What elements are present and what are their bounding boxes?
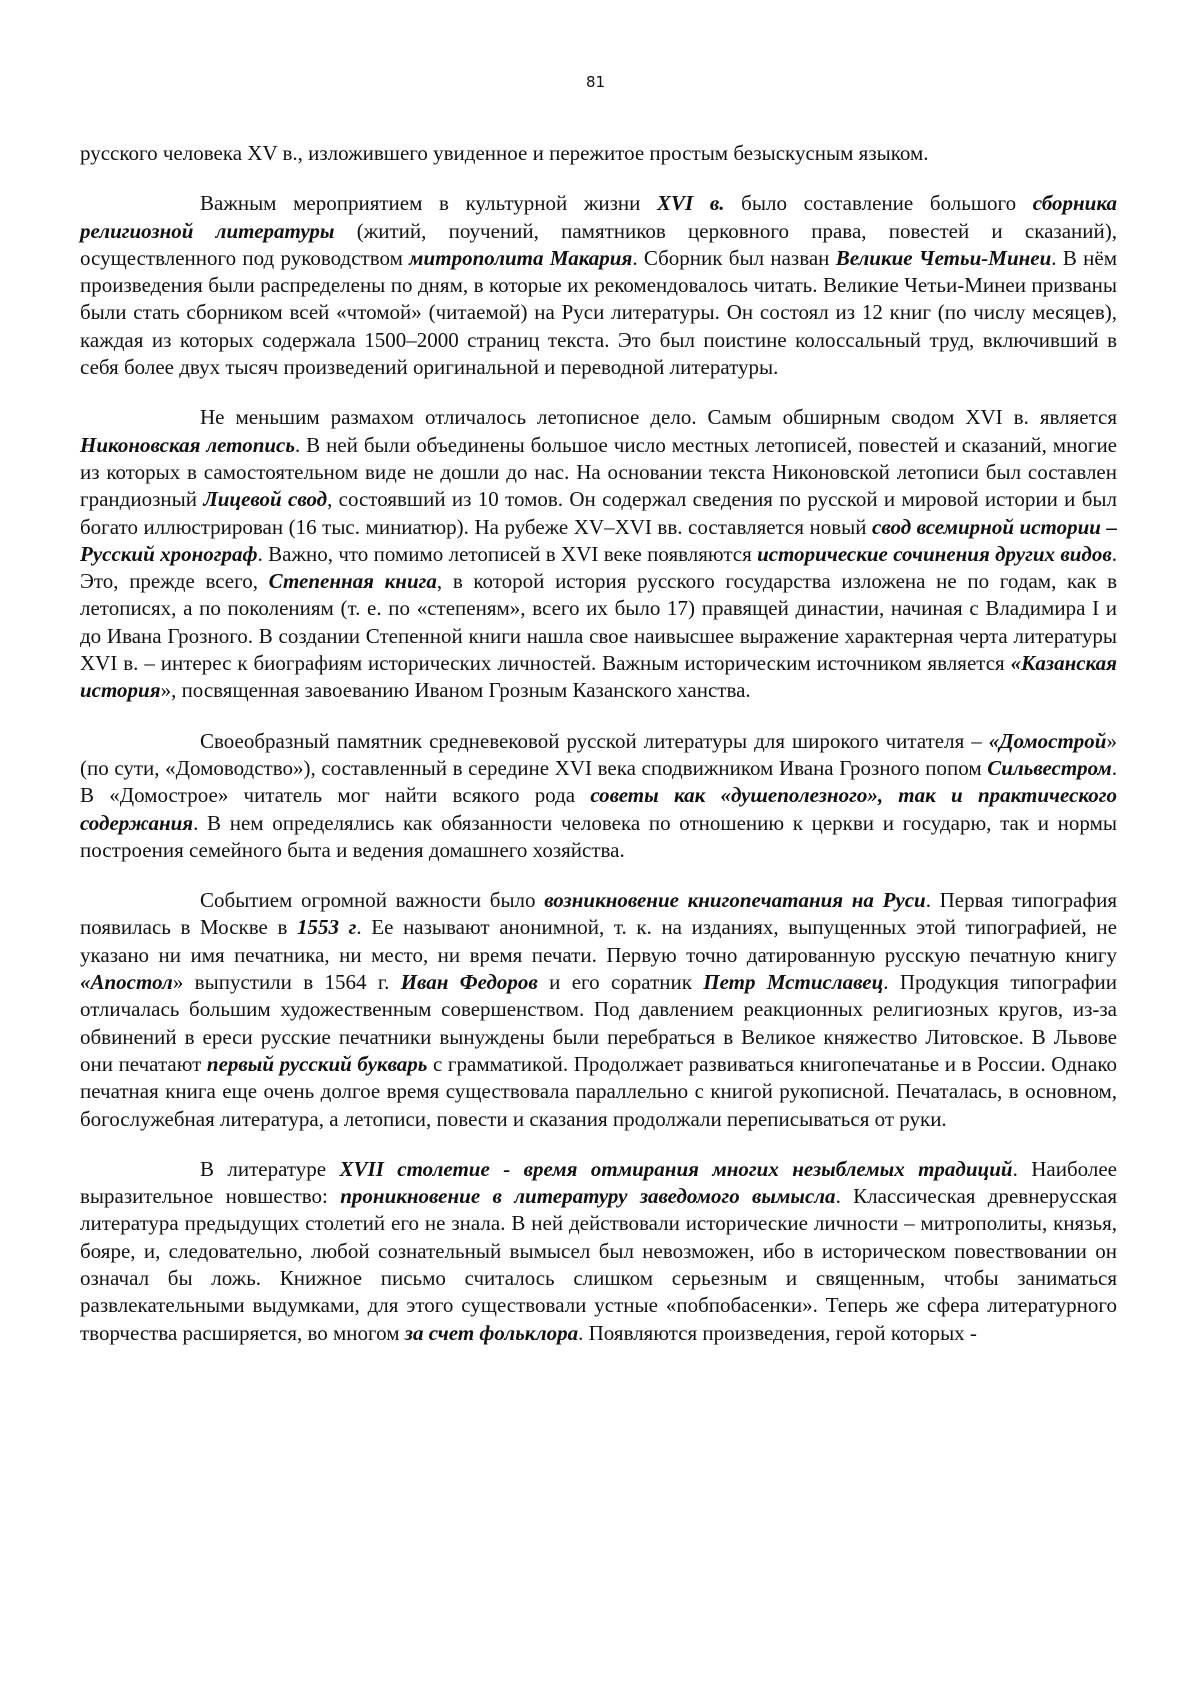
text-run: . Важно, что помимо летописей в XVI веке появляются <box>257 541 758 566</box>
emphasized-text: свод всемирной истории – Русский хронограф <box>80 514 1117 566</box>
emphasized-text: исторические сочинения других видов <box>757 541 1112 566</box>
paragraph <box>80 140 1117 167</box>
emphasized-text: XVII столетие - время отмирания многих незыблемых традиций <box>339 1156 1013 1181</box>
text-run: » выпустили в 1564 г. <box>172 970 401 995</box>
paragraph <box>80 1156 1117 1347</box>
text-run: Не меньшим размахом отличалось летописное дело. Самым обширным сводом XVI в. является <box>200 405 1117 430</box>
emphasized-text: советы как «душеполезного», так и практического содержания <box>80 783 1117 835</box>
text-run: . Сборник был назван <box>632 245 836 270</box>
emphasized-text: Иван Федоров <box>400 970 538 995</box>
emphasized-text: за счет фольклора <box>404 1320 579 1345</box>
page-number: 81 <box>585 73 606 91</box>
paragraph <box>80 728 1117 864</box>
text-run: » (по сути, «Домоводство»), составленный в середине XVI века сподвижником Ивана Грозного попом <box>80 728 1117 780</box>
text-run: Важным мероприятием в культурной жизни <box>200 191 658 216</box>
text-run: и его соратник <box>537 970 704 995</box>
text-run: . Ее называют анонимной, т. к. на изданиях, выпущенных этой типографией, не указано ни имя печатника, ни место, ни время печати. Первую точно датированную русскую печатную книгу <box>80 915 1117 967</box>
emphasized-text: «Домострой <box>988 728 1107 753</box>
text-run: Своеобразный памятник средневековой русской литературы для широкого читателя – <box>200 728 989 753</box>
emphasized-text: проникновение в литературу заведомого вымысла <box>340 1184 836 1209</box>
text-run: », посвященная завоеванию Иваном Грозным Казанского ханства. <box>160 678 751 703</box>
emphasized-text: «Казанская история <box>80 651 1117 703</box>
text-run: . В нем определялись как обязанности человека по отношению к церкви и государю, так и нормы построения семейного быта и ведения домашнего хозяйства. <box>80 810 1117 862</box>
emphasized-text: Лицевой свод <box>203 487 328 512</box>
text-run: , в которой история русского государства изложена не по годам, как в летописях, а по поколениям (т. е. по «степеням», всего их было 17) правящей династии, начиная с Владимира I и до Ивана Грозного. В создании Степенной книги нашла свое наивысшее выражение характерная черта литературы XVI в. – интерес к биографиям исторических личностей. Важным историческим источником является <box>80 569 1117 676</box>
text-run: . Классическая древнерусская литература предыдущих столетий его не знала. В ней действовали исторические личности – митрополиты, князья, бояре, и, следовательно, любой сознательный вымысел был невозможен, ибо в историческом повествовании он означал бы ложь. Книжное письмо считалось слишком серьезным и священным, чтобы заниматься развлекательными выдумками, для этого существовали устные «побпобасенки». Теперь же сфера литературного творчества расширяется, во многом <box>80 1184 1117 1345</box>
emphasized-text: Никоновская летопись <box>80 432 295 457</box>
body-text <box>80 140 1117 1370</box>
emphasized-text: «Апостол <box>80 970 173 995</box>
text-run: (житий, поучений, памятников церковного права, повестей и сказаний), осуществленного под руководством <box>80 218 1118 270</box>
text-run: , состоявший из 10 томов. Он содержал сведения по русской и мировой истории и был богато иллюстрирован (16 тыс. миниатюр). На рубеже XV–XVI вв. составляется новый <box>80 487 1117 539</box>
text-run: . Появляются произведения, герой которых - <box>578 1320 977 1345</box>
text-run: было составление большого <box>724 191 1033 216</box>
paragraph <box>80 887 1117 1133</box>
text-run: Событием огромной важности было <box>200 888 545 913</box>
emphasized-text: Петр Мстиславец <box>703 970 884 995</box>
text-run: . В нём произведения были распределены по дням, в которые их рекомендовалось читать. Великие Четьи-Минеи призваны были стать сборником всей «чтомой» (читаемой) на Руси литературы. Он состоял из 12 книг (по числу месяцев), каждая из которых содержала 1500–2000 страниц текста. Это был поистине колоссальный труд, включивший в себя более двух тысяч произведений оригинальной и переводной литературы. <box>80 245 1117 380</box>
emphasized-text: 1553 г <box>297 915 357 940</box>
emphasized-text: XVI в. <box>657 191 725 216</box>
emphasized-text: митрополита Макария <box>409 245 633 270</box>
text-run: . Наиболее выразительное новшество: <box>80 1156 1117 1209</box>
emphasized-text: первый русский букварь <box>206 1051 428 1076</box>
emphasized-text: Сильвестром <box>987 755 1112 780</box>
emphasized-text: возникновение книгопечатания на Руси <box>544 888 926 913</box>
text-run: . Продукция типографии отличалась большим художественным совершенством. Под давлением реакционных религиозных кругов, из-за обвинений в ереси русские печатники вынуждены были перебраться в Великое княжество Литовское. В Львове они печатают <box>80 970 1117 1076</box>
emphasized-text: Степенная книга <box>268 569 437 594</box>
text-run: с грамматикой. Продолжает развиваться книгопечатанье и в России. Однако печатная книга еще очень долгое время существовала параллельно с книгой рукописной. Печаталась, в основном, богослужебная литература, а летописи, повести и сказания продолжали переписываться от руки. <box>80 1051 1117 1131</box>
text-run: русского человека XV в., изложившего увиденное и пережитое простым безыскусным языком. <box>80 141 929 165</box>
text-run: . В «Домострое» читатель мог найти всякого рода <box>80 755 1117 808</box>
text-run: . Первая типография появилась в Москве в <box>80 888 1118 940</box>
paragraph <box>80 404 1117 704</box>
text-run: . В ней были объединены большое число местных летописей, повестей и сказаний, многие из которых в самостоятельном виде не дошли до нас. На основании текста Никоновской летописи был составлен грандиозный <box>80 432 1117 512</box>
paragraph <box>80 190 1117 381</box>
emphasized-text: сборника религиозной литературы <box>80 191 1117 243</box>
emphasized-text: Великие Четьи-Минеи <box>835 245 1052 270</box>
text-run: . Это, прежде всего, <box>80 541 1117 594</box>
text-run: В литературе <box>200 1156 340 1181</box>
